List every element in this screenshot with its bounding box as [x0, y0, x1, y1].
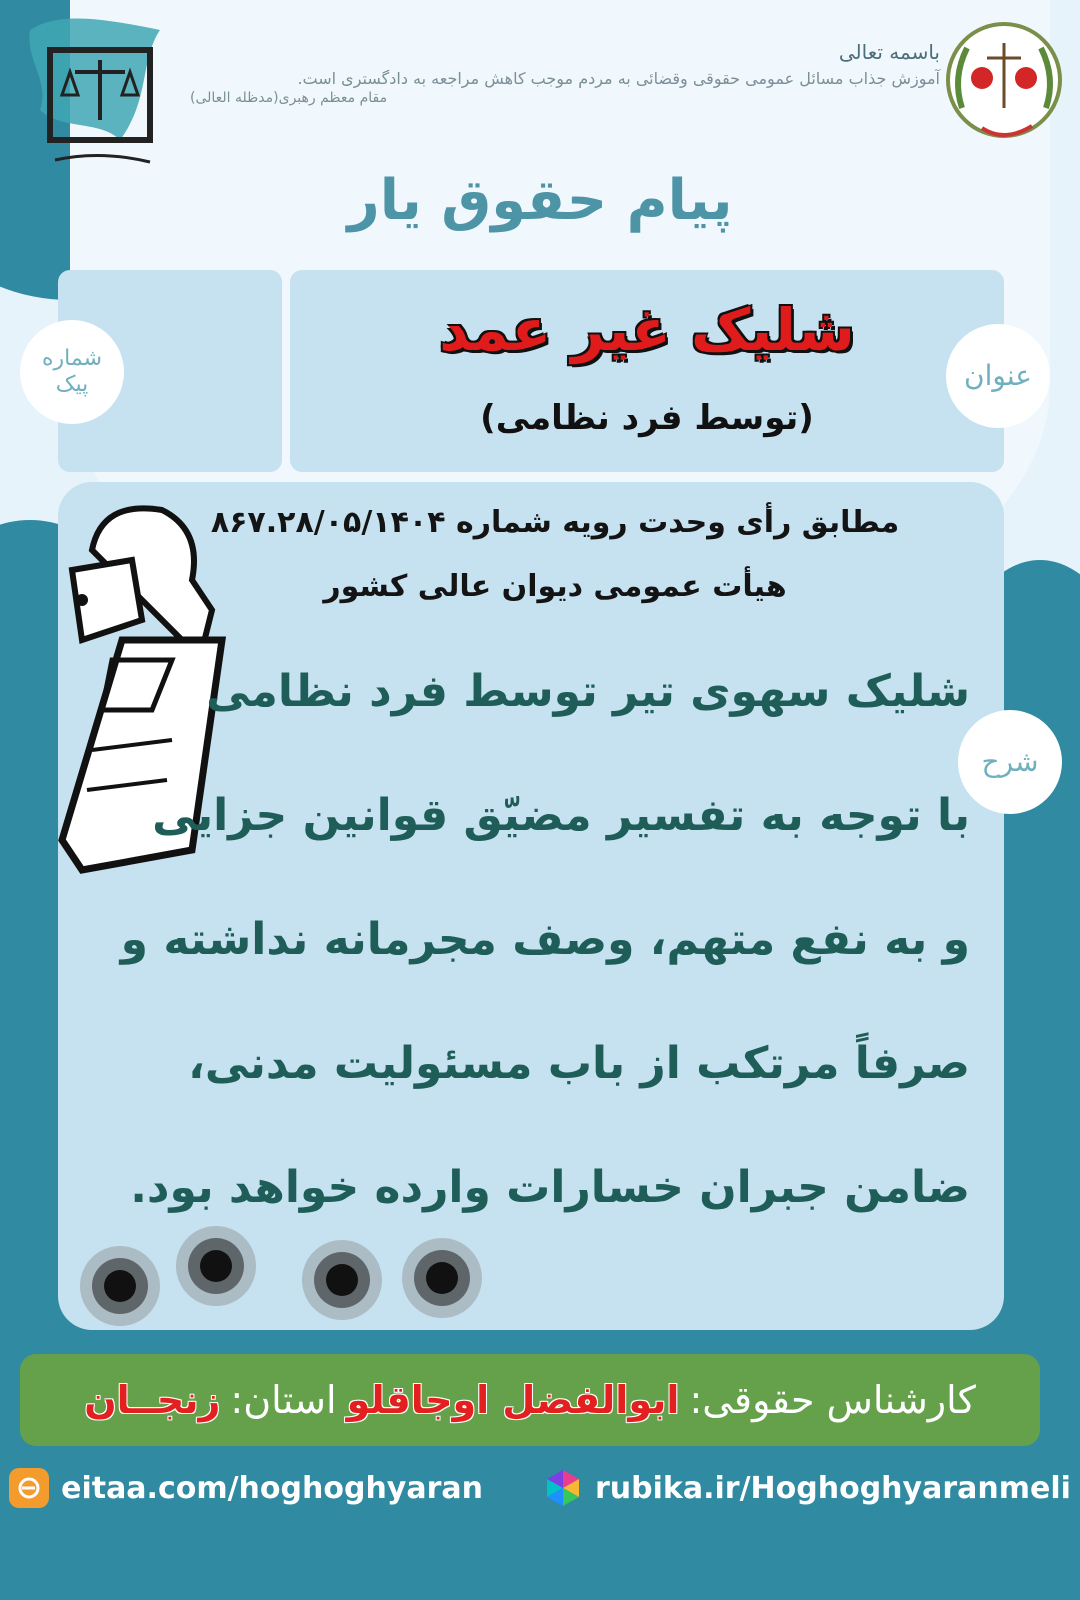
ruling-line2: هیأت عمومی دیوان عالی کشور — [323, 569, 787, 604]
description-body — [120, 660, 970, 1280]
description-line: صرفاً مرتکب از باب مسئولیت مدنی، — [188, 1038, 970, 1089]
bullet-hole-icon — [396, 1232, 488, 1324]
description-line: ضامن جبران خسارات وارده خواهد بود. — [130, 1162, 970, 1213]
peyk-label-line1: شماره — [42, 345, 103, 371]
eitaa-icon — [9, 1468, 49, 1508]
organization-logo — [20, 10, 170, 180]
sub-title: (توسط فرد نظامی) — [480, 398, 814, 438]
quote-text: آموزش جذاب مسائل عمومی حقوقی وقضائی به مردم موجب کاهش مراجعه به دادگستری است. — [297, 69, 940, 88]
description-line: و به نفع متهم، وصف مجرمانه نداشته و — [120, 914, 970, 965]
main-title: شلیک غیر عمد — [439, 296, 855, 364]
province-label: استان: — [230, 1378, 337, 1422]
bullet-hole-icon — [74, 1240, 166, 1332]
expert-footer — [20, 1354, 1040, 1446]
province-name: زنجــان — [84, 1378, 221, 1422]
title-label: عنوان — [946, 324, 1050, 428]
description-label: شرح — [958, 710, 1062, 814]
expert-name: ابوالفضل اوجاقلو — [346, 1378, 680, 1422]
eitaa-link[interactable] — [9, 1468, 483, 1508]
quote-author: مقام معظم رهبری(مدظله العالی) — [190, 90, 388, 107]
peyk-label — [20, 320, 124, 424]
rubika-link-text: rubika.ir/Hoghoghyaranmeli — [595, 1470, 1071, 1506]
eitaa-link-text: eitaa.com/hoghoghyaran — [61, 1470, 483, 1506]
bullet-hole-icon — [296, 1234, 388, 1326]
bullet-hole-icon — [170, 1220, 262, 1312]
page-title: پیام حقوق یار — [347, 168, 733, 233]
social-links — [0, 1462, 1080, 1514]
ruling-text — [160, 505, 950, 604]
basmeh-text: باسمه تعالی — [838, 40, 940, 64]
rubika-icon — [543, 1468, 583, 1508]
title-box — [290, 270, 1004, 472]
ruling-line1: مطابق رأی وحدت رویه شماره ۸۶۷.۲۸/۰۵/۱۴۰۴ — [210, 505, 900, 540]
peyk-label-line2: پیک — [55, 372, 89, 397]
description-line: با توجه به تفسیر مضیّق قوانین جزایی — [152, 790, 970, 841]
header-texts — [170, 40, 940, 106]
emblem-logo — [942, 18, 1066, 158]
expert-label: کارشناس حقوقی: — [689, 1378, 976, 1422]
description-line: شلیک سهوی تیر توسط فرد نظامی — [206, 666, 970, 717]
rubika-link[interactable] — [543, 1468, 1071, 1508]
